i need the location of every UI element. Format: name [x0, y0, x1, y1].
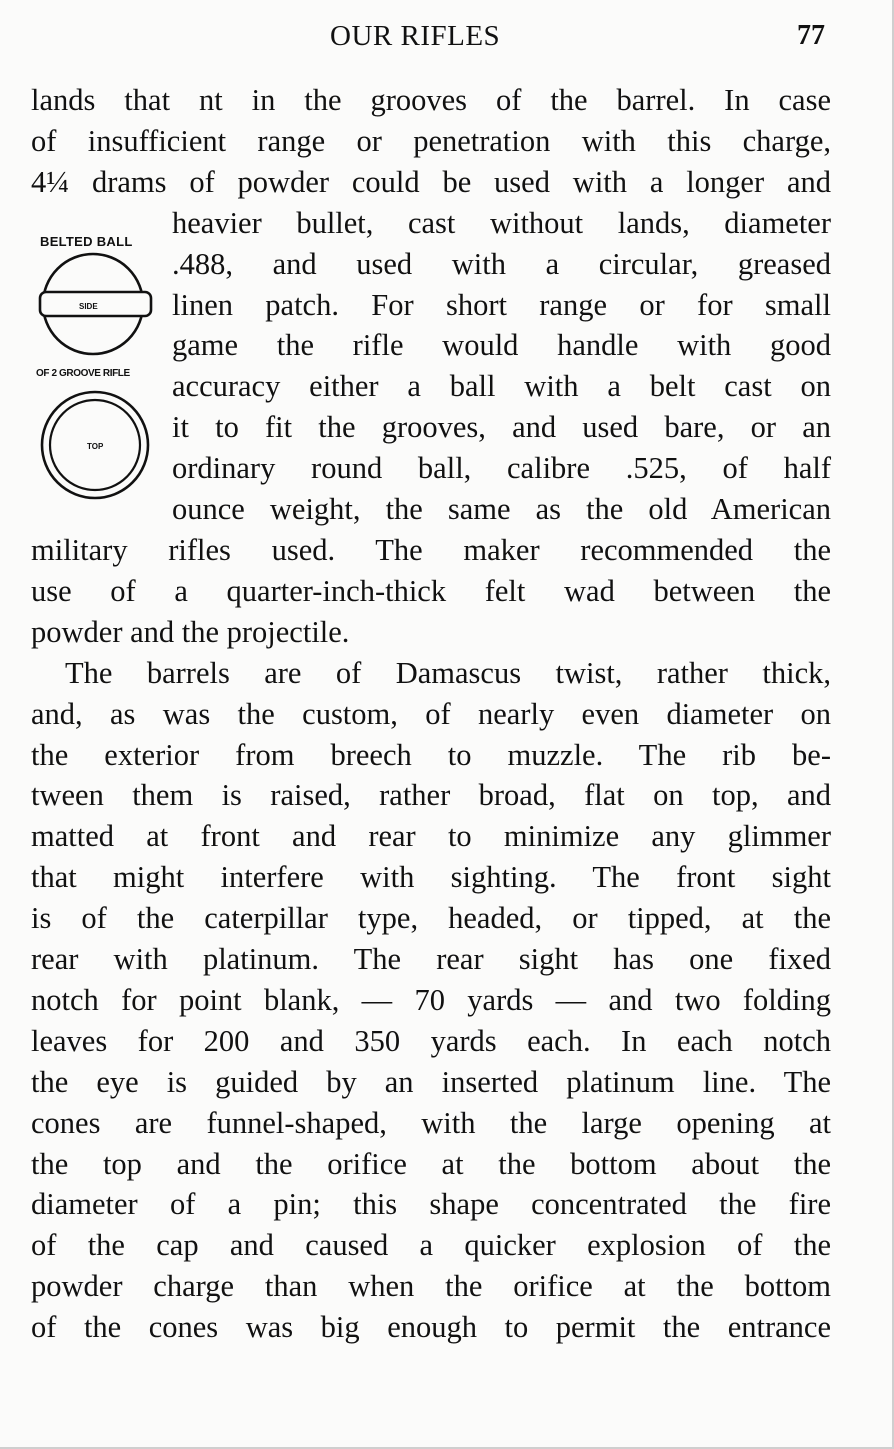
text-line: ounce weight, the same as the old American: [172, 492, 831, 527]
text-line: matted at front and rear to minimize any glimmer: [31, 819, 831, 854]
text-line: of the cones was big enough to permit the entrance: [31, 1310, 831, 1345]
text-line: accuracy either a ball with a belt cast on: [172, 369, 831, 404]
text-line: heavier bullet, cast without lands, diameter: [172, 205, 831, 240]
text-line: that might interfere with sighting. The front sight: [31, 860, 831, 895]
text-line: 4¼ drams of powder could be used with a longer and: [31, 164, 831, 199]
text-line: cones are funnel-shaped, with the large opening at: [31, 1105, 831, 1140]
text-line: rear with platinum. The rear sight has one fixed: [31, 942, 831, 977]
text-line: .488, and used with a circular, greased: [172, 246, 831, 281]
text-line: leaves for 200 and 350 yards each. In each notch: [31, 1023, 831, 1058]
text-line: notch for point blank, — 70 yards — and two folding: [31, 982, 831, 1017]
text-line: linen patch. For short range or for small: [172, 287, 831, 322]
paragraph-1: [31, 80, 831, 653]
figure-caption-middle: OF 2 GROOVE RIFLE: [36, 368, 130, 379]
text-line: of the cap and caused a quicker explosion of the: [31, 1228, 831, 1263]
text-line: the eye is guided by an inserted platinum line. The: [31, 1064, 831, 1099]
figure-side-label: SIDE: [79, 302, 98, 311]
paragraph-2: [31, 653, 831, 1348]
text-line: the exterior from breech to muzzle. The rib be-: [31, 737, 831, 772]
text-line: is of the caterpillar type, headed, or tipped, at the: [31, 901, 831, 936]
running-title: OUR RIFLES: [330, 20, 501, 52]
text-line: lands that nt in the grooves of the barrel. In case: [31, 83, 831, 117]
text-line: tween them is raised, rather broad, flat on top, and: [31, 778, 831, 813]
figure-caption-top: BELTED BALL: [40, 234, 133, 249]
text-line: The barrels are of Damascus twist, rather thick,: [65, 655, 831, 690]
text-line: military rifles used. The maker recommended the: [31, 532, 831, 567]
text-line: it to fit the grooves, and used bare, or an: [172, 410, 831, 445]
text-line: ordinary round ball, calibre .525, of half: [172, 451, 831, 486]
text-line: powder and the projectile.: [31, 614, 350, 649]
text-line: the top and the orifice at the bottom about the: [31, 1146, 831, 1181]
text-line: use of a quarter-inch-thick felt wad between the: [31, 573, 831, 608]
text-line: of insufficient range or penetration with this charge,: [31, 123, 831, 158]
figure-top-label: TOP: [87, 442, 104, 451]
text-line: and, as was the custom, of nearly even diameter on: [31, 696, 831, 731]
page-number: 77: [797, 20, 825, 51]
text-line: diameter of a pin; this shape concentrated the fire: [31, 1187, 831, 1222]
running-head: [0, 20, 894, 56]
body-text: [31, 80, 831, 1348]
text-line: powder charge than when the orifice at the bottom: [31, 1269, 831, 1304]
text-line: game the rifle would handle with good: [172, 328, 831, 363]
